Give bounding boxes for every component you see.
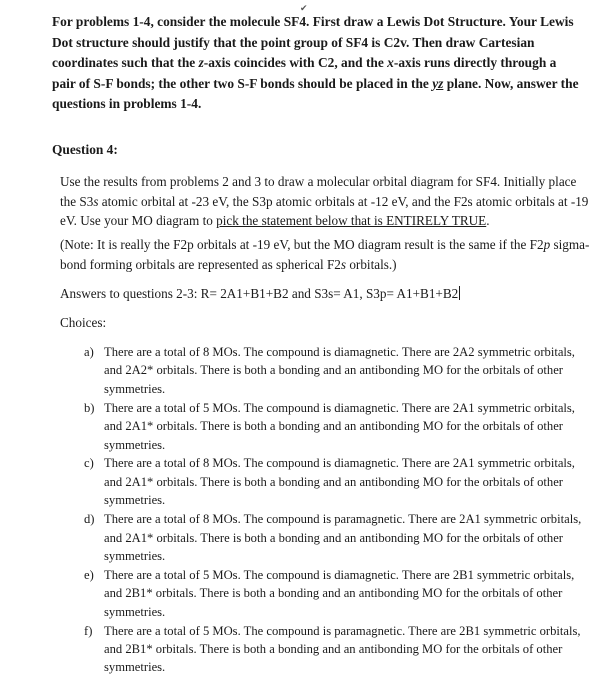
choice-text: There are a total of 5 MOs. The compound is paramagnetic. There are 2B1 symmetric orbitals, and 2B1* orbitals. There is both a bonding and an antibonding MO for the orbitals of other symmetries. <box>104 623 581 675</box>
intro-x-axis: x <box>387 55 394 70</box>
choice-text: There are a total of 5 MOs. The compound is diamagnetic. There are 2B1 symmetric orbitals, and 2B1* orbitals. There is both a bonding and an antibonding MO for the orbitals of other symmetries. <box>104 567 575 619</box>
answers-text: Answers to questions 2-3: R= 2A1+B1+B2 and S3s= A1, S3p= A1+B1+B2 <box>60 286 459 301</box>
choice-letter: e) <box>84 567 94 582</box>
instr-text-b: atomic orbital at -23 eV, the S3p atomic orbitals at -12 eV, and the F2s atomic orbitals at -19 eV. Use your MO diagram to <box>60 193 589 228</box>
choices-label: Choices: <box>60 315 107 330</box>
note-s-italic: s <box>340 256 347 272</box>
choice-letter: f) <box>84 623 93 638</box>
choice-letter: d) <box>84 512 95 527</box>
intro-text-2: -axis coincides with C2, and the <box>203 55 388 70</box>
intro-text-1: For problems 1-4, consider the molecule SF4. First draw a Lewis Dot Structure. Your Lewis Dot structure should justify that the point group of SF4 is C2v. Then draw Cartesian coordinates such that the <box>52 14 574 70</box>
choice-text: There are a total of 8 MOs. The compound is paramagnetic. There are 2A1 symmetric orbitals, and 2A1* orbitals. There is both a bonding and an antibonding MO for the orbitals of other symmetries. <box>104 512 582 563</box>
note-text-a: (Note: It is really the F2p orbitals at -19 eV, but the MO diagram result is the same if the F2 <box>60 237 544 252</box>
choice-d[interactable] <box>84 510 584 565</box>
choice-letter: c) <box>84 456 94 471</box>
choice-text: There are a total of 5 MOs. The compound is diamagnetic. There are 2A1 symmetric orbitals, and 2A1* orbitals. There is both a bonding and an antibonding MO for the orbitals of other symmetries. <box>104 400 575 452</box>
intro-text-3: -axis runs directly through a pair of S-F bonds; the other two S-F bonds should be placed in the <box>52 55 557 91</box>
note-text-b: sigma-bond forming orbitals are represented as spherical F2 <box>60 237 590 272</box>
question-title: Question 4: <box>52 142 118 157</box>
instr-s-italic: s <box>93 193 99 209</box>
instructions-paragraph <box>60 172 590 231</box>
choice-text: There are a total of 8 MOs. The compound is diamagnetic. There are 2A2 symmetric orbitals, and 2A2* orbitals. There is both a bonding and an antibonding MO for the orbitals of other symmetries. <box>104 345 575 396</box>
choice-text: There are a total of 8 MOs. The compound is diamagnetic. There are 2A1 symmetric orbitals, and 2A1* orbitals. There is both a bonding and an antibonding MO for the orbitals of other symmetries. <box>104 456 575 508</box>
choice-b[interactable] <box>84 399 584 454</box>
choice-f[interactable] <box>84 622 584 677</box>
choice-c[interactable] <box>84 454 584 509</box>
answers-line <box>60 284 590 304</box>
intro-text-4: plane. Now, answer the questions in problems 1-4. <box>52 75 579 111</box>
note-text-c: orbitals.) <box>346 256 397 272</box>
choice-a[interactable] <box>84 343 584 398</box>
choice-letter: a) <box>84 345 94 359</box>
note-p-italic: p <box>543 237 551 252</box>
instr-text-c: . <box>486 213 490 228</box>
text-cursor <box>459 286 460 300</box>
intro-paragraph <box>52 12 582 115</box>
small-tick-mark-icon: ✔ <box>300 3 308 13</box>
instr-underlined: pick the statement below that is ENTIRELY TRUE <box>216 213 487 228</box>
note-paragraph <box>60 235 590 274</box>
choice-letter: b) <box>84 400 95 415</box>
choice-e[interactable] <box>84 566 584 621</box>
choices-list <box>84 343 584 677</box>
instr-text-a: Use the results from problems 2 and 3 to draw a molecular orbital diagram for SF4. Initially place the S3 <box>60 174 577 209</box>
intro-z-axis: z <box>198 55 204 70</box>
intro-yz-plane: yz <box>432 75 444 91</box>
